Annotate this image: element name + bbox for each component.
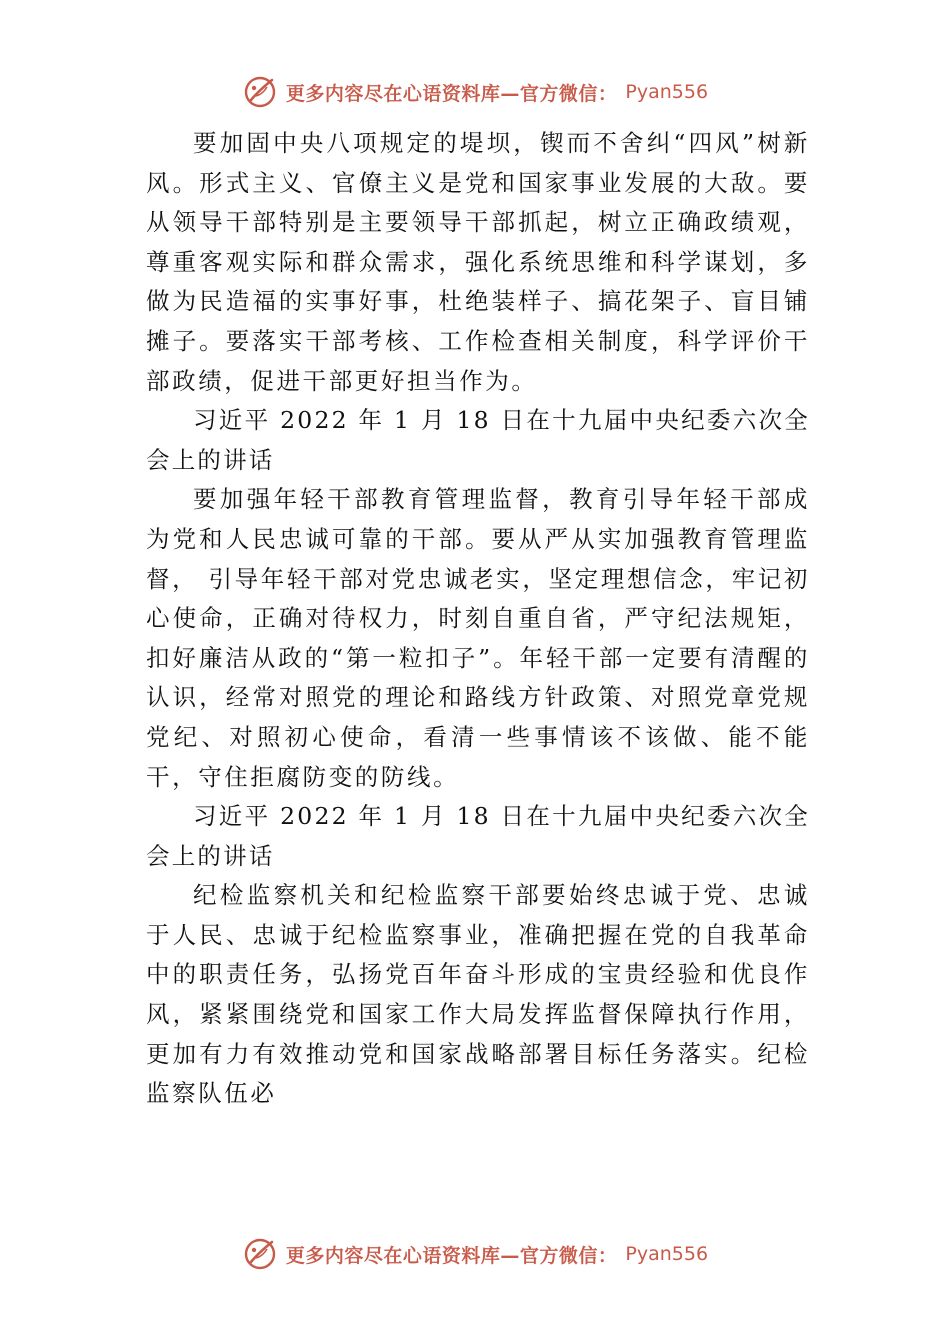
footer-watermark [0,1236,950,1272]
quill-seal-icon [242,1236,278,1272]
quill-seal-icon [242,74,278,110]
watermark-wechat-id: Pyan556 [625,1243,709,1265]
source-citation-2: 习近平 2022 年 1 月 18 日在十九届中央纪委六次全会上的讲话 [146,802,810,870]
source-citation-1: 习近平 2022 年 1 月 18 日在十九届中央纪委六次全会上的讲话 [146,406,810,474]
watermark-wechat-id: Pyan556 [625,81,709,103]
paragraph-2: 要加强年轻干部教育管理监督，教育引导年轻干部成为党和人民忠诚可靠的干部。要从严从实加强教育管理监督， 引导年轻干部对党忠诚老实，坚定理想信念，牢记初心使命，正确对待权力，时刻自重自省，严守纪法规矩，扣好廉洁从政的“第一粒扣子”。年轻干部一定要有清醒的认识，经常对照党的理论和路线方针政策、对照党章党规党纪、对照初心使命，看清一些事情该不该做、能不能干，守住拒腐防变的防线。 [146,485,810,791]
watermark-text: 更多内容尽在心语资料库—官方微信： [285,82,618,105]
paragraph-1: 要加固中央八项规定的堤坝，锲而不舍纠“四风”树新风。形式主义、官僚主义是党和国家事业发展的大敌。要从领导干部特别是主要领导干部抓起，树立正确政绩观，尊重客观实际和群众需求，强化系统思维和科学谋划，多做为民造福的实事好事，杜绝装样子、搞花架子、盲目铺摊子。要落实干部考核、工作检查相关制度，科学评价干部政绩，促进干部更好担当作为。 [146,129,810,395]
paragraph-3: 纪检监察机关和纪检监察干部要始终忠诚于党、忠诚于人民、忠诚于纪检监察事业，准确把握在党的自我革命中的职责任务，弘扬党百年奋斗形成的宝贵经验和优良作风，紧紧围绕党和国家工作大局发挥监督保障执行作用，更加有力有效推动党和国家战略部署目标任务落实。纪检监察队伍必 [146,881,810,1108]
watermark-text: 更多内容尽在心语资料库—官方微信： [285,1244,618,1267]
document-body [146,124,810,1114]
header-watermark [0,74,950,110]
